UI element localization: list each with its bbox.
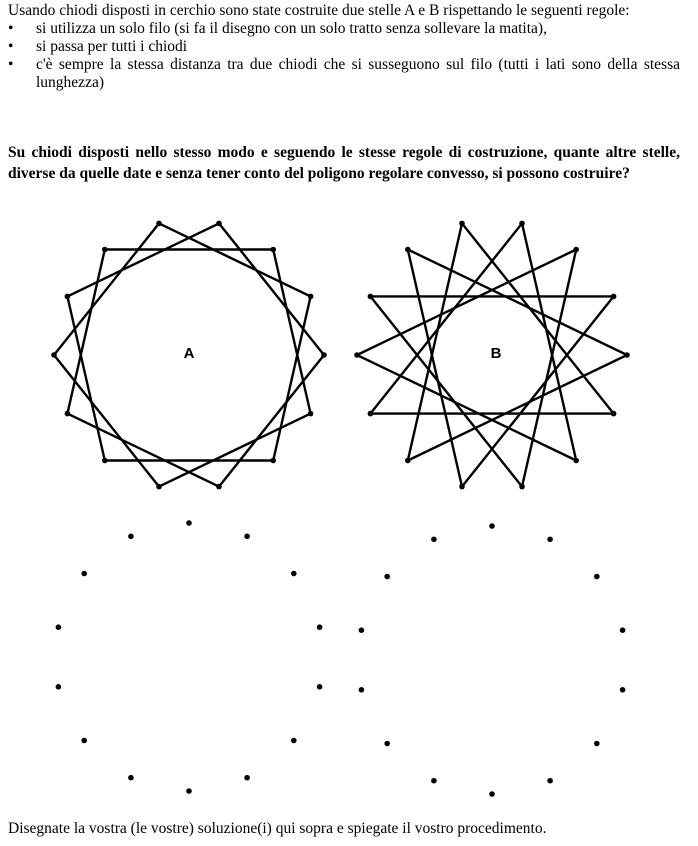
nail-dot bbox=[594, 574, 600, 580]
nail-dot bbox=[244, 775, 250, 781]
nail-dot bbox=[317, 684, 323, 690]
nail-dot bbox=[216, 484, 222, 490]
thread-segment bbox=[357, 355, 576, 461]
nail-dot bbox=[368, 294, 374, 300]
star-b-label: B bbox=[490, 345, 502, 362]
nail-dot bbox=[308, 294, 314, 300]
thread-segment bbox=[522, 250, 576, 487]
thread-segment bbox=[159, 414, 311, 487]
thread-segment bbox=[408, 355, 627, 461]
thread-segment bbox=[522, 223, 576, 460]
nail-dot bbox=[308, 411, 314, 417]
footer-text: Disegnate la vostra (le vostre) soluzione(i) qui sopra e spiegate il vostro procedimento. bbox=[8, 820, 547, 837]
nail-dot bbox=[573, 458, 579, 464]
thread-segment bbox=[219, 223, 324, 355]
nail-dot bbox=[56, 624, 62, 630]
nail-dot bbox=[216, 221, 222, 227]
nail-dot bbox=[128, 775, 134, 781]
thread-segment bbox=[54, 355, 159, 487]
nail-dot bbox=[547, 778, 553, 784]
nail-dot bbox=[459, 221, 465, 227]
thread-segment bbox=[357, 250, 576, 356]
nail-dot bbox=[354, 352, 360, 358]
nail-dot bbox=[65, 411, 71, 417]
nail-dot bbox=[186, 520, 192, 526]
question-text: Su chiodi disposti nello stesso modo e seguendo le stesse regole di costruzione, quante altre stelle, diverse da quelle date e senza tener conto del poligono regolare convesso, si possono costruire? bbox=[8, 144, 680, 182]
bullet-icon: • bbox=[8, 38, 14, 55]
thread-segment bbox=[67, 414, 219, 487]
nail-dot bbox=[128, 534, 134, 540]
rule-text: si passa per tutti i chiodi bbox=[36, 38, 188, 55]
nail-dot bbox=[81, 738, 87, 744]
nail-dot bbox=[317, 624, 323, 630]
thread-segment bbox=[370, 223, 522, 413]
thread-segment bbox=[408, 250, 627, 356]
thread-segment bbox=[408, 250, 462, 487]
rule-text: si utilizza un solo filo (si fa il disegno con un solo tratto senza sollevare la matita), bbox=[36, 20, 547, 37]
thread-segment bbox=[219, 355, 324, 487]
nail-dot bbox=[65, 294, 71, 300]
nail-dot bbox=[547, 537, 553, 543]
nail-dot bbox=[573, 247, 579, 253]
nail-dot bbox=[611, 294, 617, 300]
nail-dot bbox=[291, 571, 297, 577]
nail-dot bbox=[594, 741, 600, 747]
thread-segment bbox=[159, 223, 311, 296]
nail-dot bbox=[156, 221, 162, 227]
nail-dot bbox=[611, 411, 617, 417]
thread-segment bbox=[462, 296, 614, 486]
nail-dot bbox=[359, 687, 365, 693]
nail-dot bbox=[321, 352, 327, 358]
nail-dot bbox=[384, 574, 390, 580]
nail-dot bbox=[431, 537, 437, 543]
thread-segment bbox=[408, 223, 462, 460]
nail-dot bbox=[102, 247, 108, 253]
nail-dot bbox=[270, 458, 276, 464]
nail-dot bbox=[102, 458, 108, 464]
bullet-icon: • bbox=[8, 56, 14, 73]
nail-dot bbox=[489, 523, 495, 529]
star-a-label: A bbox=[183, 345, 195, 362]
nail-dot bbox=[519, 221, 525, 227]
nail-dot bbox=[56, 684, 62, 690]
nail-dot bbox=[51, 352, 57, 358]
nail-dot bbox=[244, 534, 250, 540]
bullet-icon: • bbox=[8, 20, 14, 37]
nail-dot bbox=[156, 484, 162, 490]
nail-dot bbox=[405, 458, 411, 464]
nail-dot bbox=[291, 738, 297, 744]
nail-dot bbox=[81, 571, 87, 577]
nail-dot bbox=[384, 741, 390, 747]
intro-text: Usando chiodi disposti in cerchio sono state costruite due stelle A e B rispettando le seguenti regole: bbox=[8, 2, 630, 19]
blank-circle-left bbox=[56, 520, 323, 794]
nail-dot bbox=[431, 778, 437, 784]
nail-dot bbox=[270, 247, 276, 253]
nail-dot bbox=[620, 687, 626, 693]
thread-segment bbox=[67, 223, 219, 296]
nail-dot bbox=[489, 791, 495, 797]
blank-circle-right bbox=[359, 523, 626, 797]
nail-dot bbox=[186, 788, 192, 794]
rule-text: c'è sempre la stessa distanza tra due chiodi che si susseguono sul filo (tutti i lati sono della stessa lunghezza) bbox=[36, 56, 680, 91]
thread-segment bbox=[370, 296, 522, 486]
nail-dot bbox=[459, 484, 465, 490]
nail-dot bbox=[624, 352, 630, 358]
nail-dot bbox=[359, 627, 365, 633]
nail-dot bbox=[519, 484, 525, 490]
nail-dot bbox=[405, 247, 411, 253]
nail-dot bbox=[620, 627, 626, 633]
thread-segment bbox=[462, 223, 614, 413]
thread-segment bbox=[54, 223, 159, 355]
nail-dot bbox=[368, 411, 374, 417]
